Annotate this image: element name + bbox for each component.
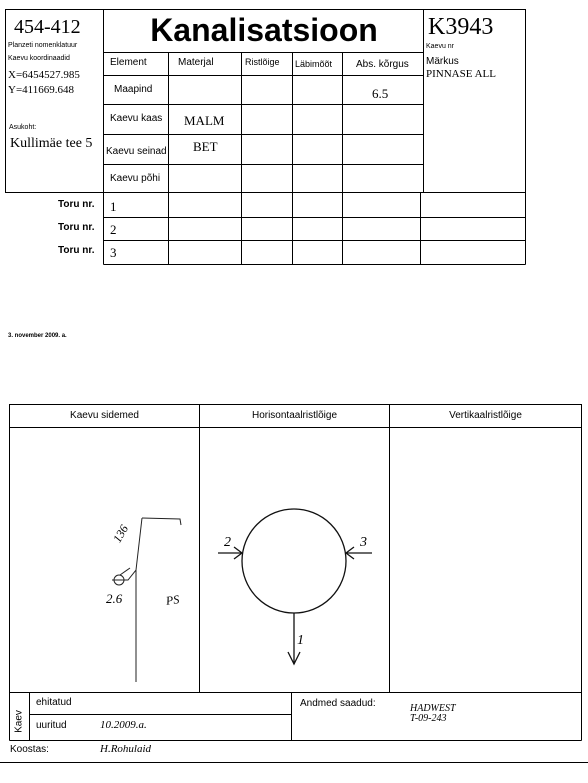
pipe-label-3: Toru nr. xyxy=(58,245,95,256)
pipe-number-2: 2 xyxy=(110,222,117,237)
pipe-label-1: Toru nr. xyxy=(58,199,95,210)
diagram-header-vertical: Vertikaalristlõige xyxy=(449,410,522,421)
location-value: Kullimäe tee 5 xyxy=(10,136,93,151)
footer-side-label: Kaev xyxy=(13,710,25,733)
built-label: ehitatud xyxy=(36,697,72,708)
coordinate-y: Y=411669.648 xyxy=(8,84,74,96)
nomenclature-label: Planzeti nomenklatuur xyxy=(8,42,78,49)
col-header-element: Element xyxy=(110,57,147,68)
horizontal-section-drawing xyxy=(218,509,372,664)
surveyed-value: 10.2009.a. xyxy=(100,719,147,731)
abs-height-ground: 6.5 xyxy=(372,86,389,101)
material-lid: MALM xyxy=(184,113,225,128)
compiled-value: H.Rohulaid xyxy=(100,743,152,755)
data-source-label: Andmed saadud: xyxy=(300,698,376,709)
surveyed-label: uuritud xyxy=(36,720,67,731)
pipe-arrow-label-1: 1 xyxy=(297,633,304,648)
nomenclature-value: 454-412 xyxy=(14,16,81,38)
diagram-header-connections: Kaevu sidemed xyxy=(70,410,139,421)
sketch-label-2-6: 2.6 xyxy=(106,591,123,606)
col-header-cross-section: Ristlõige xyxy=(245,57,280,67)
sketch-label-ps: PS xyxy=(165,592,181,608)
pipe-arrow-label-3: 3 xyxy=(360,535,367,550)
coordinates-label: Kaevu koordinaadid xyxy=(8,55,70,62)
col-header-diameter: Läbimõõt xyxy=(295,59,333,69)
remarks-value: PINNASE ALL xyxy=(426,68,496,80)
location-label: Asukoht: xyxy=(9,124,37,131)
pipe-arrow-label-2: 2 xyxy=(224,535,231,550)
coordinate-x: X=6454527.985 xyxy=(8,69,80,81)
sketch-label-136: 136 xyxy=(110,522,132,545)
row-label-walls: Kaevu seinad xyxy=(106,146,167,157)
row-label-bottom: Kaevu põhi xyxy=(110,173,161,184)
compiled-label: Koostas: xyxy=(10,744,49,755)
diagram-header-horizontal: Horisontaalristlõige xyxy=(251,410,338,421)
pipe-number-3: 3 xyxy=(110,245,117,260)
row-label-lid: Kaevu kaas xyxy=(110,113,163,124)
pipe-label-2: Toru nr. xyxy=(58,222,95,233)
well-number-label: Kaevu nr xyxy=(426,43,455,50)
remarks-label: Märkus xyxy=(426,56,459,67)
col-header-material: Materjal xyxy=(178,57,214,68)
data-source-value-1: HADWEST xyxy=(410,703,456,714)
pipe-number-1: 1 xyxy=(110,199,117,214)
well-number-value: K3943 xyxy=(428,14,494,40)
data-source-value-2: T-09-243 xyxy=(410,713,447,724)
date-note: 3. november 2009. a. xyxy=(8,333,67,339)
row-label-ground: Maapind xyxy=(114,84,153,95)
material-walls: BET xyxy=(193,139,218,154)
col-header-abs-height: Abs. kõrgus xyxy=(356,59,409,70)
page-title: Kanalisatsioon xyxy=(150,12,378,48)
